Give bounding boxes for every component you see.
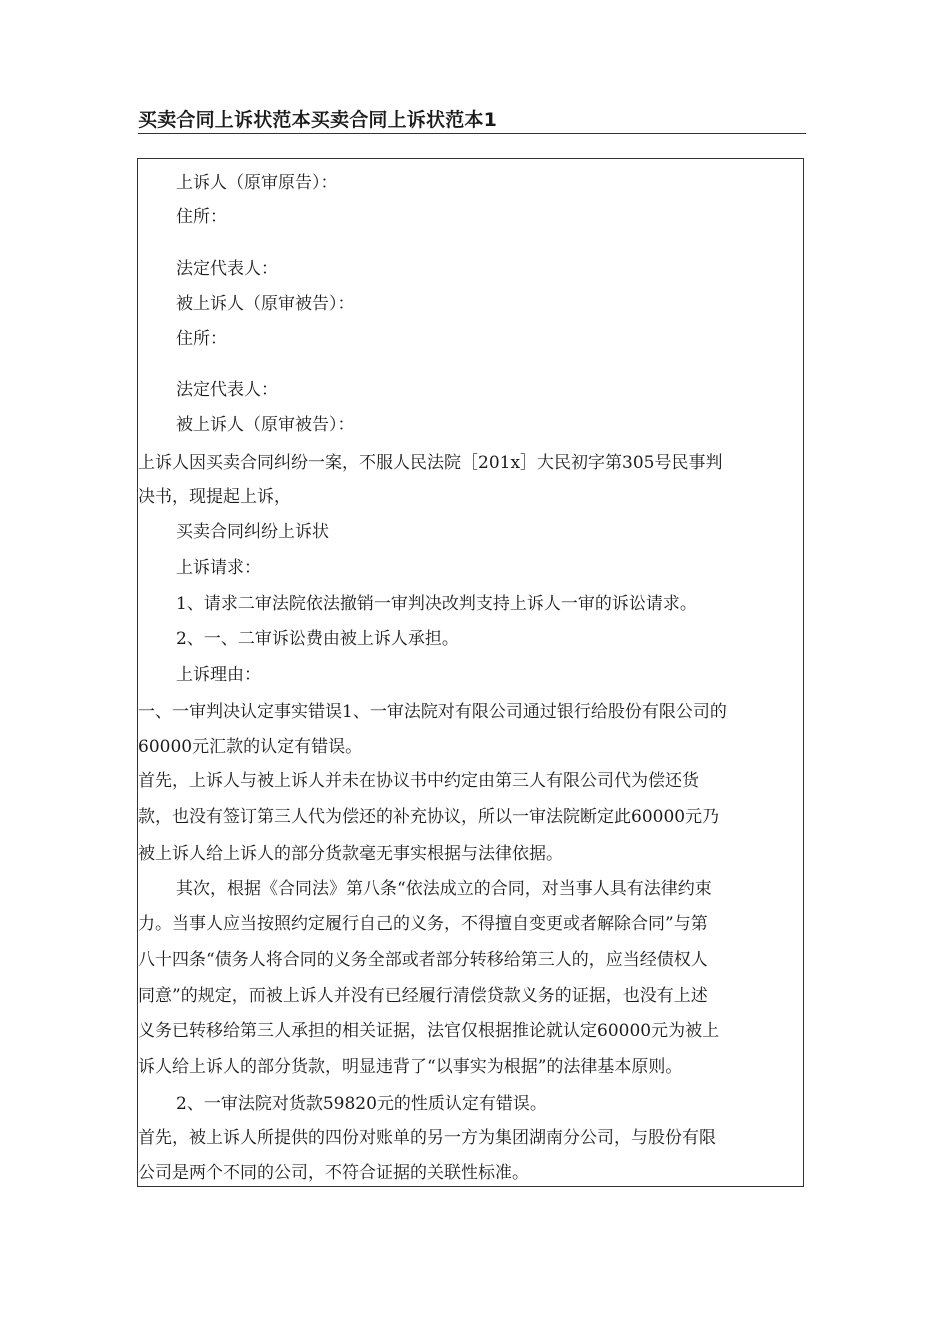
third-paragraph-line-2: 公司是两个不同的公司，不符合证据的关联性标准。 xyxy=(138,1163,529,1183)
second-paragraph-line-3: 八十四条“债务人将合同的义务全部或者部分转移给第三人的，应当经债权人 xyxy=(138,950,708,970)
appeal-reasons-heading: 上诉理由： xyxy=(176,665,261,685)
appeal-requests-heading: 上诉请求： xyxy=(176,558,261,578)
reason-2-line: 2、一审法院对货款59820元的性质认定有错误。 xyxy=(176,1094,547,1114)
first-paragraph-line-3: 被上诉人给上诉人的部分货款毫无事实根据与法律依据。 xyxy=(138,844,563,864)
case-statement-line-1: 上诉人因买卖合同纠纷一案，不服人民法院［201x］大民初字第305号民事判 xyxy=(138,453,723,473)
second-paragraph-line-4: 同意”的规定，而被上诉人并没有已经履行清偿贷款义务的证据，也没有上述 xyxy=(138,986,708,1006)
third-paragraph-line-1: 首先，被上诉人所提供的四份对账单的另一方为集团湖南分公司，与股份有限 xyxy=(138,1128,716,1148)
request-item-2: 2、一、二审诉讼费由被上诉人承担。 xyxy=(176,629,459,649)
appellee-line-2: 被上诉人（原审被告）： xyxy=(176,415,355,435)
reason-1-line-2: 60000元汇款的认定有错误。 xyxy=(138,737,363,757)
document-body-box xyxy=(137,158,804,1187)
second-paragraph-line-1: 其次，根据《合同法》第八条“依法成立的合同，对当事人具有法律约束 xyxy=(176,879,712,899)
appellant-address: 住所： xyxy=(176,207,227,227)
petition-heading: 买卖合同纠纷上诉状 xyxy=(176,522,329,542)
second-paragraph-line-2: 力。当事人应当按照约定履行自己的义务，不得擅自变更或者解除合同”与第 xyxy=(138,914,708,934)
second-paragraph-line-6: 诉人给上诉人的部分货款，明显违背了“以事实为根据”的法律基本原则。 xyxy=(138,1057,683,1077)
appellee-line: 被上诉人（原审被告）： xyxy=(176,294,355,314)
document-title: 买卖合同上诉状范本买卖合同上诉状范本1 xyxy=(138,109,498,131)
appellee-address: 住所： xyxy=(176,329,227,349)
appellee-legal-rep: 法定代表人： xyxy=(176,380,278,400)
appellant-line: 上诉人（原审原告）： xyxy=(176,173,338,193)
reason-1-line-1: 一、一审判决认定事实错误1、一审法院对有限公司通过银行给股份有限公司的 xyxy=(138,702,727,722)
second-paragraph-line-5: 义务已转移给第三人承担的相关证据，法官仅根据推论就认定60000元为被上 xyxy=(138,1021,720,1041)
first-paragraph-line-2: 款，也没有签订第三人代为偿还的补充协议，所以一审法院断定此60000元乃 xyxy=(138,807,720,827)
case-statement-line-2: 决书，现提起上诉， xyxy=(138,487,291,507)
title-underline xyxy=(138,133,806,134)
request-item-1: 1、请求二审法院依法撤销一审判决改判支持上诉人一审的诉讼请求。 xyxy=(176,594,697,614)
first-paragraph-line-1: 首先，上诉人与被上诉人并未在协议书中约定由第三人有限公司代为偿还货 xyxy=(138,771,699,791)
appellant-legal-rep: 法定代表人： xyxy=(176,259,278,279)
